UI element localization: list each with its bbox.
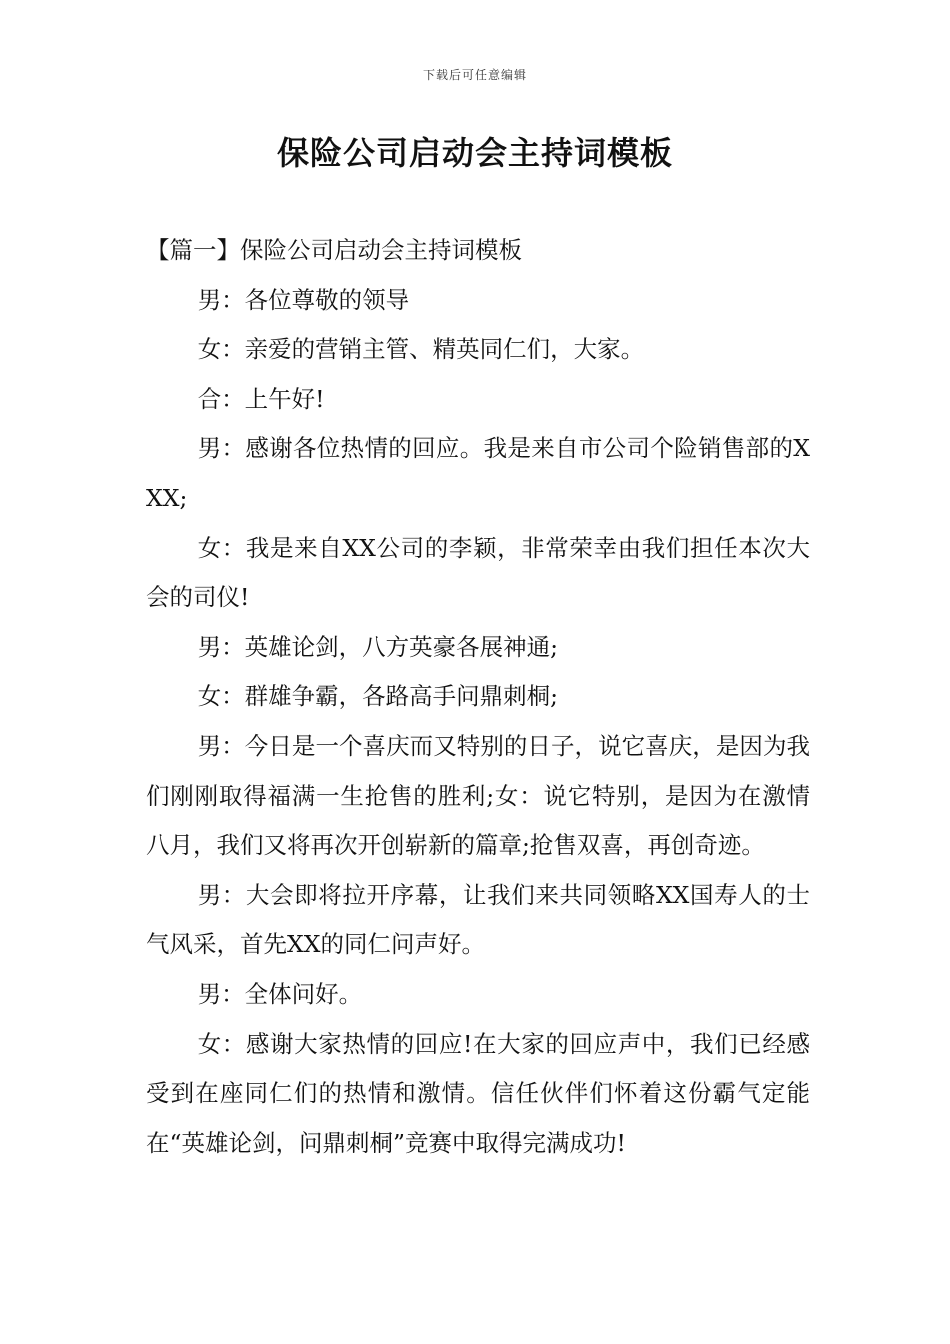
section-heading: 【篇一】保险公司启动会主持词模板 [146,236,522,264]
paragraph: 男：大会即将拉开序幕，让我们来共同领略XX国寿人的士气风采，首先XX的同仁问声好。 [146,880,810,959]
paragraph: 男：各位尊敬的领导 [197,285,410,314]
paragraph: 男：全体问好。 [197,979,363,1008]
paragraph: 女：群雄争霸，各路高手问鼎刺桐; [197,682,559,711]
document-title: 保险公司启动会主持词模板 [276,134,673,172]
paragraph: 合：上午好! [197,384,325,413]
paragraph: 男：感谢各位热情的回应。我是来自市公司个险销售部的XXX; [146,434,810,512]
document-body [146,226,810,1168]
paragraph: 女：我是来自XX公司的李颖，非常荣幸由我们担任本次大会的司仪! [146,533,810,612]
header-note: 下载后可任意编辑 [422,68,527,82]
paragraph: 男：今日是一个喜庆而又特别的日子，说它喜庆，是因为我们刚刚取得福满一生抢售的胜利;女：说它特别，是因为在激情八月，我们又将再次开创崭新的篇章;抢售双喜，再创奇迹。 [146,731,810,860]
paragraph: 女：感谢大家热情的回应!在大家的回应声中，我们已经感受到在座同仁们的热情和激情。信任伙伴们怀着这份霸气定能在“英雄论剑，问鼎刺桐”竞赛中取得完满成功! [146,1029,810,1157]
paragraph: 男：英雄论剑，八方英豪各展神通; [197,632,559,661]
paragraph: 女：亲爱的营销主管、精英同仁们，大家。 [197,335,645,364]
